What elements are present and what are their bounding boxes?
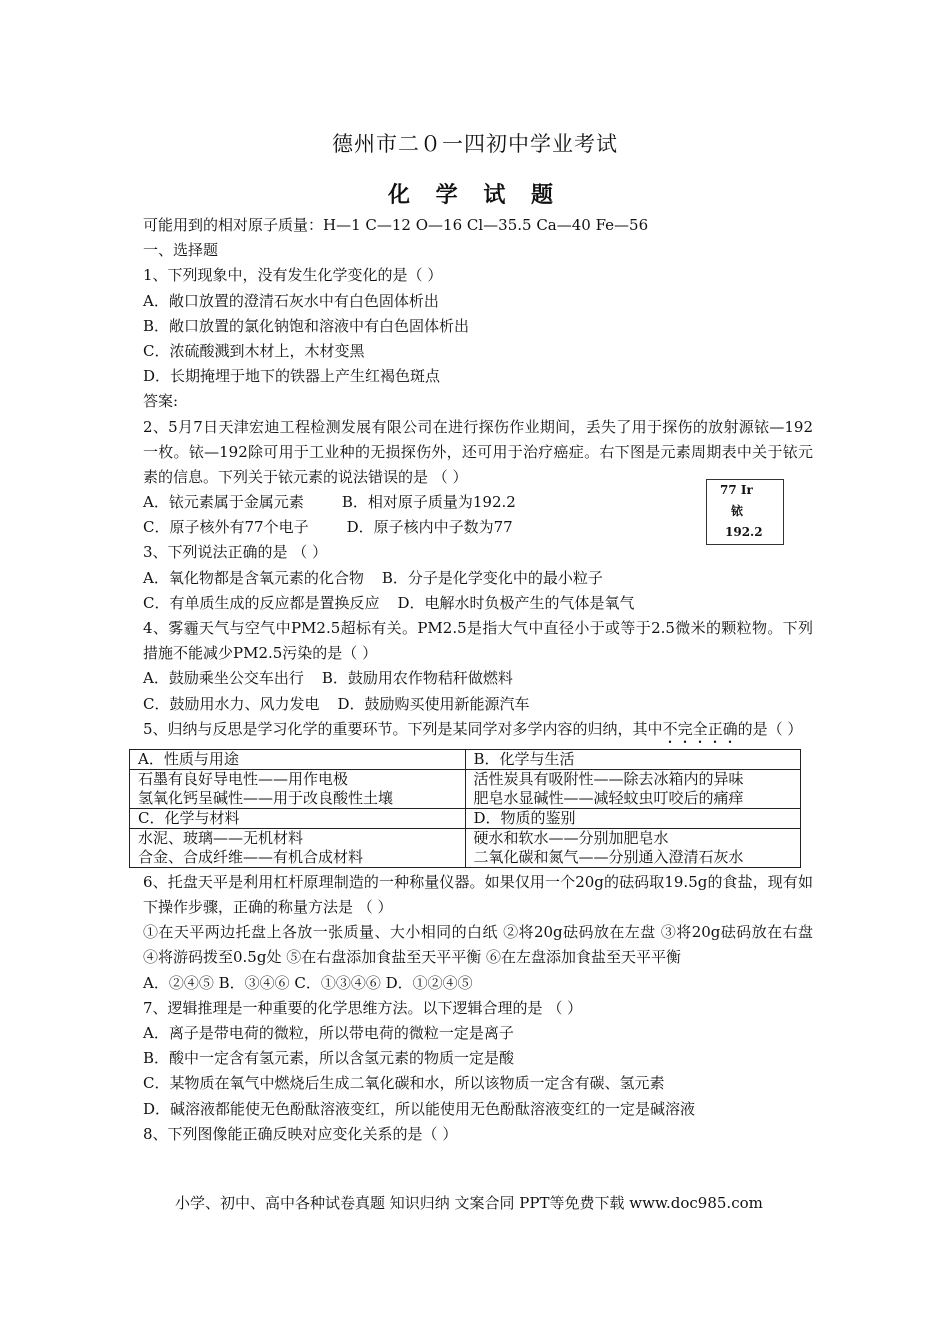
exam-title: 德州市二０一四初中学业考试 bbox=[332, 132, 618, 156]
q1-option-a: A．敞口放置的澄清石灰水中有白色固体析出 bbox=[143, 291, 439, 310]
q5-cell-d-body bbox=[465, 828, 801, 867]
q2-option-d: D．原子核内中子数为77 bbox=[346, 518, 513, 537]
q5-c-line2: 合金、合成纤维——有机合成材料 bbox=[138, 847, 364, 866]
q4-options-ab bbox=[143, 666, 813, 691]
q5-d-line1: 硬水和软水——分别加肥皂水 bbox=[473, 828, 669, 847]
q4-options-cd bbox=[143, 692, 813, 717]
q3-option-a: A．氧化物都是含氧元素的化合物 bbox=[143, 568, 364, 587]
q5-table bbox=[129, 749, 801, 868]
q5-stem-pre: 5、归纳与反思是学习化学的重要环节。下列是某同学对多学内容的归纳，其中 bbox=[143, 719, 663, 738]
q2-stem: 2、5月7日天津宏迪工程检测发展有限公司在进行探伤作业期间，丢失了用于探伤的放射源铱—192一枚。铱—192除可用于工业种的无损探伤外，还可用于治疗癌症。右下图是元素周期表中关于铱元素的信息。下列关于铱元素的说法错误的是 （ ） bbox=[143, 417, 813, 486]
q5-d-line2: 二氧化碳和氮气——分别通入澄清石灰水 bbox=[473, 847, 744, 866]
q4-option-c: C．鼓励用水力、风力发电 bbox=[143, 694, 320, 713]
exam-subtitle: 化 学 试 题 bbox=[388, 182, 562, 208]
q5-a-line2: 氢氧化钙呈碱性——用于改良酸性土壤 bbox=[138, 788, 394, 807]
q7-option-d: D．碱溶液都能使无色酚酞溶液变红，所以能使用无色酚酞溶液变红的一定是碱溶液 bbox=[143, 1099, 696, 1118]
q5-c-line1: 水泥、玻璃——无机材料 bbox=[138, 828, 304, 847]
q5-cell-a-head: A．性质与用途 bbox=[130, 749, 466, 769]
q5-a-line1: 石墨有良好导电性——用作电极 bbox=[138, 769, 349, 788]
q3-stem: 3、下列说法正确的是 （ ） bbox=[143, 543, 328, 562]
q3-option-c: C．有单质生成的反应都是置换反应 bbox=[143, 593, 380, 612]
q6-stem: 6、托盘天平是利用杠杆原理制造的一种称量仪器。如果仅用一个20g的砝码取19.5g的食盐，现有如下操作步骤，正确的称量方法是 （ ） bbox=[143, 872, 813, 917]
q7-option-b: B．酸中一定含有氢元素，所以含氢元素的物质一定是酸 bbox=[143, 1049, 515, 1068]
element-name: 铱 bbox=[731, 504, 744, 518]
q3-options-cd bbox=[143, 591, 813, 616]
q5-cell-b-head: B．化学与生活 bbox=[465, 749, 801, 769]
q7-option-a: A．离子是带电荷的微粒，所以带电荷的微粒一定是离子 bbox=[143, 1024, 514, 1043]
q5-stem-post: 的是（ ） bbox=[737, 719, 803, 738]
q6-steps: ①在天平两边托盘上各放一张质量、大小相同的白纸 ②将20g砝码放在左盘 ③将20g砝码放在右盘 ④将游码拨至0.5g处 ⑤在右盘添加食盐至天平平衡 ⑥在左盘添加食盐至天平平衡 bbox=[143, 923, 813, 967]
q8-stem: 8、下列图像能正确反映对应变化关系的是（ ） bbox=[143, 1124, 458, 1143]
q2-option-c: C．原子核外有77个电子 bbox=[143, 518, 309, 537]
q5-cell-c-body bbox=[130, 828, 466, 867]
q1-stem: 1、下列现象中，没有发生化学变化的是（ ） bbox=[143, 266, 443, 285]
q4-stem: 4、雾霾天气与空气中PM2.5超标有关。PM2.5是指大气中直径小于或等于2.5微米的颗粒物。下列措施不能减少PM2.5污染的是（ ） bbox=[143, 619, 813, 663]
q5-stem-emphasis: 不完全正确 bbox=[662, 719, 738, 738]
page-footer: 小学、初中、高中各种试卷真题 知识归纳 文案合同 PPT等免费下载 www.doc985.com bbox=[175, 1194, 763, 1212]
q6-options: A．②④⑤ B．③④⑥ C．①③④⑥ D．①②④⑤ bbox=[143, 973, 473, 992]
q5-cell-a-body bbox=[130, 769, 466, 808]
exam-content bbox=[138, 213, 813, 1147]
q4-option-b: B．鼓励用农作物秸秆做燃料 bbox=[321, 669, 513, 688]
q5-cell-c-head: C．化学与材料 bbox=[130, 808, 466, 828]
q4-option-d: D．鼓励购买使用新能源汽车 bbox=[337, 694, 530, 713]
q2-option-a: A．铱元素属于金属元素 bbox=[143, 493, 304, 512]
q7-option-c: C．某物质在氧气中燃烧后生成二氧化碳和水，所以该物质一定含有碳、氢元素 bbox=[143, 1074, 665, 1093]
q5-stem bbox=[143, 717, 813, 747]
q5-b-line1: 活性炭具有吸附性——除去冰箱内的异味 bbox=[473, 769, 744, 788]
q2-option-b: B．相对原子质量为192.2 bbox=[341, 493, 516, 512]
iridium-element-card bbox=[706, 479, 784, 545]
q1-answer: 答案: bbox=[143, 392, 179, 411]
q5-cell-d-head: D．物质的鉴别 bbox=[465, 808, 801, 828]
q7-stem: 7、逻辑推理是一种重要的化学思维方法。以下逻辑合理的是 （ ） bbox=[143, 998, 583, 1017]
q3-options-ab bbox=[143, 566, 813, 591]
q5-b-line2: 肥皂水显碱性——减轻蚊虫叮咬后的痛痒 bbox=[473, 788, 744, 807]
element-mass: 192.2 bbox=[725, 525, 763, 539]
element-number-symbol: 77 Ir bbox=[720, 483, 753, 497]
q3-option-b: B．分子是化学变化中的最小粒子 bbox=[381, 568, 603, 587]
q1-option-b: B．敞口放置的氯化钠饱和溶液中有白色固体析出 bbox=[143, 316, 470, 335]
q5-cell-b-body bbox=[465, 769, 801, 808]
atomic-masses: 可能用到的相对原子质量：H—1 C—12 O—16 Cl—35.5 Ca—40 Fe—56 bbox=[143, 216, 649, 234]
q3-option-d: D．电解水时负极产生的气体是氧气 bbox=[397, 593, 635, 612]
q4-option-a: A．鼓励乘坐公交车出行 bbox=[143, 669, 304, 688]
section-heading: 一、选择题 bbox=[143, 241, 219, 260]
q1-option-c: C．浓硫酸溅到木材上，木材变黑 bbox=[143, 341, 365, 360]
q1-option-d: D．长期掩埋于地下的铁器上产生红褐色斑点 bbox=[143, 367, 441, 386]
